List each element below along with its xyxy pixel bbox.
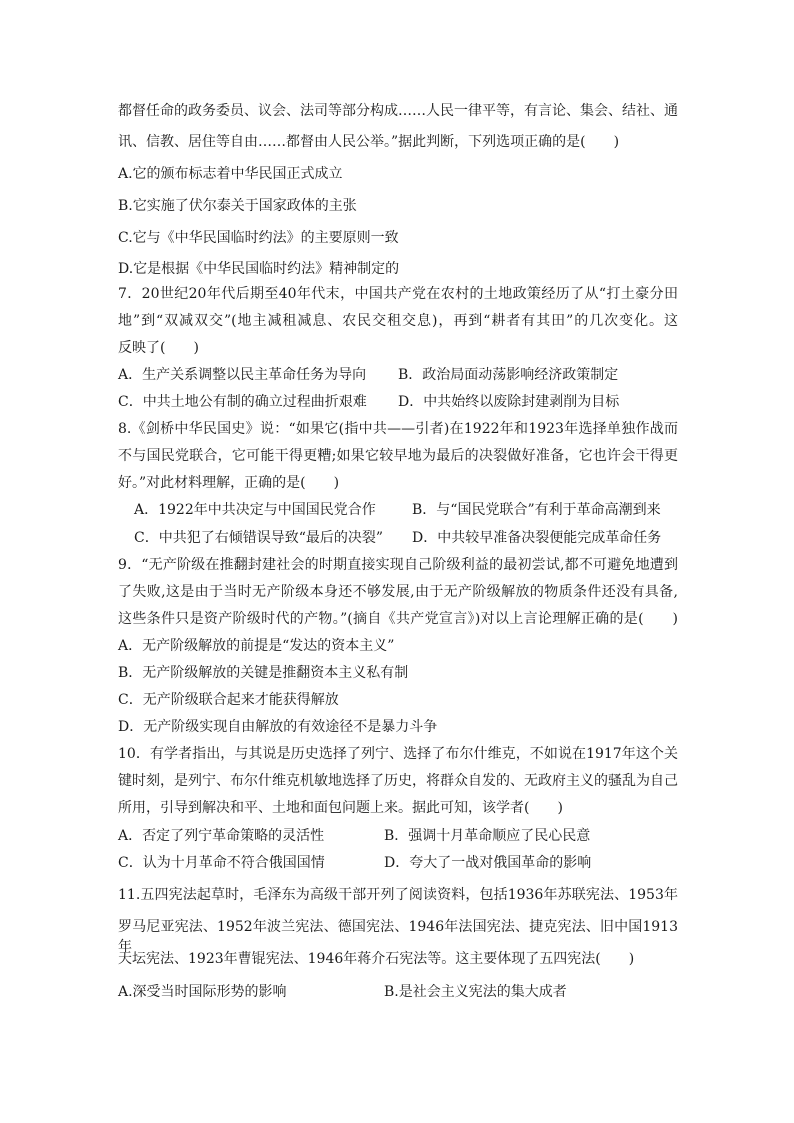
q11-option-a: A.深受当时国际形势的影响 xyxy=(118,984,287,1000)
q10-stem-line: 所用，引导到解决和平、土地和面包问题上来。据此可知，该学者( ) xyxy=(118,800,563,816)
q7-option-d: D．中共始终以废除封建剥削为目标 xyxy=(398,394,620,410)
q11-stem-line: 罗马尼亚宪法、1952年波兰宪法、德国宪法、1946年法国宪法、捷克宪法、旧中国1913年 xyxy=(118,919,678,955)
q11-stem-line: 11.五四宪法起草时，毛泽东为高级干部开列了阅读资料，包括1936年苏联宪法、1953年 xyxy=(118,887,678,903)
q9-option-c: C．无产阶级联合起来才能获得解放 xyxy=(118,692,339,708)
q6-option-d: D.它是根据《中华民国临时约法》精神制定的 xyxy=(118,261,400,277)
q7-option-b: B．政治局面动荡影响经济政策制定 xyxy=(398,367,619,383)
q10-option-a: A．否定了列宁革命策略的灵活性 xyxy=(118,828,325,844)
q9-option-a: A．无产阶级解放的前提是“发达的资本主义” xyxy=(118,638,395,654)
q7-stem-line: 7．20世纪20年代后期至40年代末，中国共产党在农村的土地政策经历了从“打土豪分田 xyxy=(118,286,678,302)
q6-option-b: B.它实施了伏尔泰关于国家政体的主张 xyxy=(118,198,357,214)
q10-option-d: D．夸大了一战对俄国革命的影响 xyxy=(384,855,592,871)
q8-stem-line: 不与国民党联合，它可能干得更糟;如果它较早地为最后的决裂做好准备，它也许会干得更 xyxy=(118,448,678,464)
q9-option-d: D．无产阶级实现自由解放的有效途径不是暴力斗争 xyxy=(118,719,438,735)
q7-stem-line: 地”到“双减双交”(地主减租减息、农民交租交息)，再到“耕者有其田”的几次变化。这 xyxy=(118,313,678,329)
q10-stem-line: 10．有学者指出，与其说是历史选择了列宁、选择了布尔什维克，不如说在1917年这个关 xyxy=(118,746,678,762)
q8-stem-line: 好。”对此材料理解，正确的是( ) xyxy=(118,475,340,491)
q8-option-a: A．1922年中共决定与中国国民党合作 xyxy=(134,502,376,518)
q6-stem-line: 都督任命的政务委员、议会、法司等部分构成……人民一律平等，有言论、集会、结社、通 xyxy=(118,103,678,119)
q7-option-c: C．中共土地公有制的确立过程曲折艰难 xyxy=(118,394,367,410)
q8-option-d: D．中共较早准备决裂便能完成革命任务 xyxy=(412,530,662,546)
q10-stem-line: 键时刻，是列宁、布尔什维克机敏地选择了历史，将群众自发的、无政府主义的骚乱为自己 xyxy=(118,773,678,789)
q9-stem-line: 9．“无产阶级在推翻封建社会的时期直接实现自己阶级利益的最初尝试,都不可避免地遭到 xyxy=(118,557,678,573)
q6-option-a: A.它的颁布标志着中华民国正式成立 xyxy=(118,166,343,182)
q11-stem-line: 天坛宪法、1923年曹锟宪法、1946年蒋介石宪法等。这主要体现了五四宪法( ) xyxy=(118,951,635,967)
q9-stem-line: 这些条件只是资产阶级时代的产物。”(摘自《共产党宣言》)对以上言论理解正确的是( ) xyxy=(118,611,678,627)
q8-option-c: C．中共犯了右倾错误导致“最后的决裂” xyxy=(134,530,384,546)
q6-option-c: C.它与《中华民国临时约法》的主要原则一致 xyxy=(118,230,399,246)
q7-option-a: A．生产关系调整以民主革命任务为导向 xyxy=(118,367,367,383)
q8-stem-line: 8.《剑桥中华民国史》说：“如果它(指中共——引者)在1922年和1923年选择单独作战而 xyxy=(118,421,678,437)
q11-option-b: B.是社会主义宪法的集大成者 xyxy=(384,984,567,1000)
q9-option-b: B．无产阶级解放的关键是推翻资本主义私有制 xyxy=(118,665,409,681)
q9-stem-line: 了失败,这是由于当时无产阶级本身还不够发展,由于无产阶级解放的物质条件还没有具备, xyxy=(118,584,678,600)
q10-option-b: B．强调十月革命顺应了民心民意 xyxy=(384,828,591,844)
q7-stem-line: 反映了( ) xyxy=(118,340,199,356)
q10-option-c: C．认为十月革命不符合俄国国情 xyxy=(118,855,325,871)
q6-stem-line: 讯、信教、居住等自由……都督由人民公举。”据此判断，下列选项正确的是( ) xyxy=(118,134,620,150)
q8-option-b: B．与“国民党联合”有利于革命高潮到来 xyxy=(412,502,661,518)
